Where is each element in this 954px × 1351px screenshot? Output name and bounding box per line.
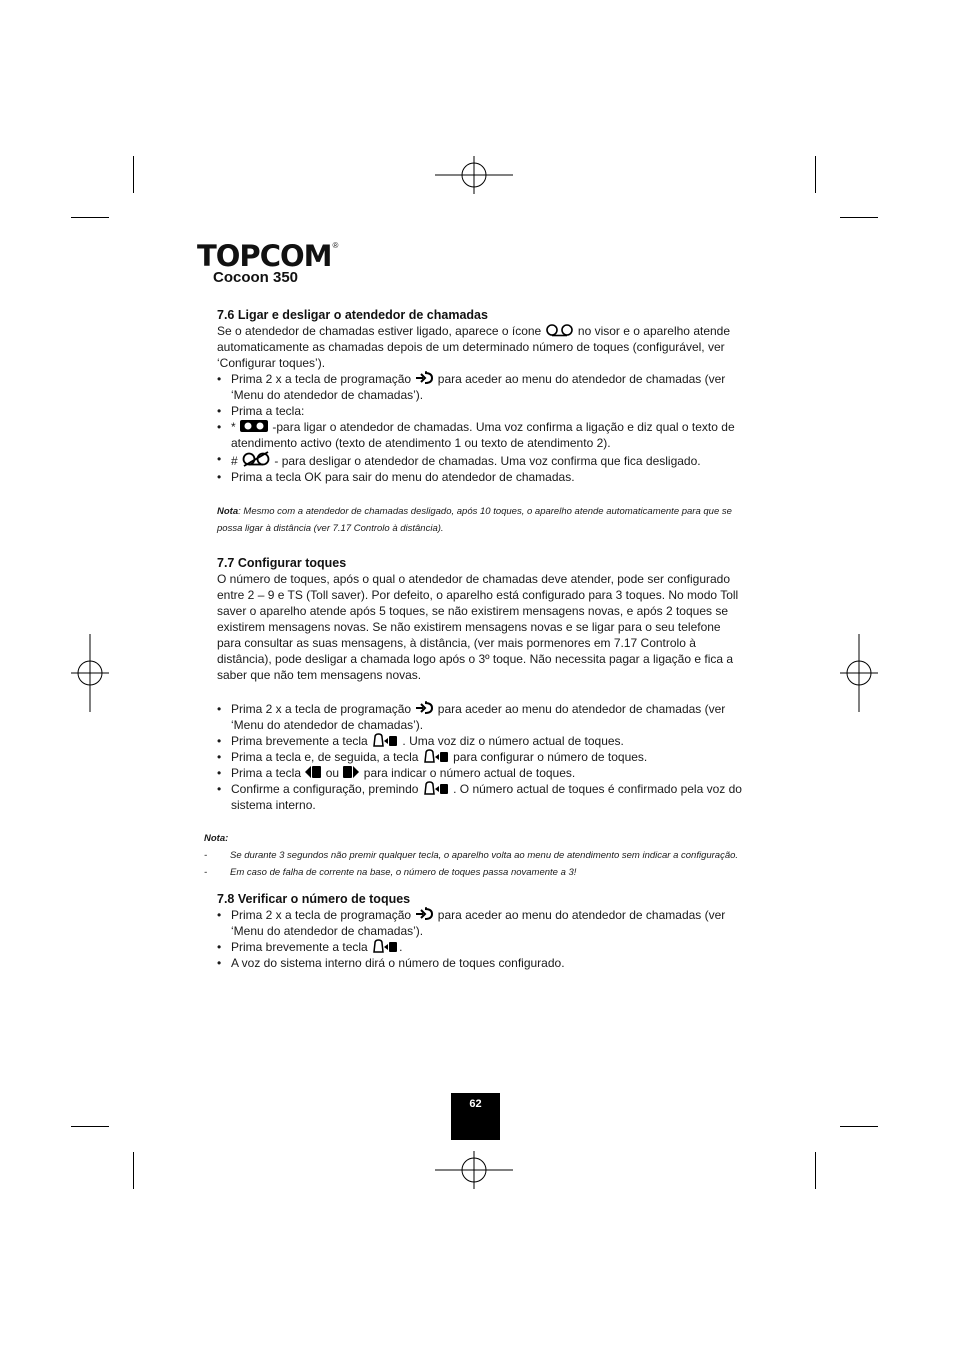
brand-logo <box>197 241 338 271</box>
bell-arrow-icon <box>422 749 450 763</box>
list-item <box>217 765 747 781</box>
crop-mark <box>815 156 816 193</box>
registration-mark-icon <box>71 634 109 712</box>
bell-arrow-icon <box>371 733 399 747</box>
crop-mark <box>815 1152 816 1189</box>
list-item <box>217 939 747 955</box>
text: para aceder ao menu do atendedor de chamadas (ver ‘Menu do atendedor de chamadas’). <box>231 372 726 402</box>
list-item <box>217 403 747 419</box>
note-label: Nota <box>217 506 239 517</box>
text: para configurar o número de toques. <box>453 750 648 764</box>
crop-mark <box>71 217 109 218</box>
list-item: - Em caso de falha de corrente na base, o número de toques passa novamente a 3! <box>204 864 747 881</box>
section-7-7-list <box>217 701 747 813</box>
list-item: - Se durante 3 segundos não premir qualquer tecla, o aparelho volta ao menu de atendimento sem indicar a configuração. <box>204 847 747 864</box>
list-item <box>217 451 747 469</box>
text: Prima brevemente a tecla <box>231 734 368 748</box>
text: ou <box>325 766 340 780</box>
list-item <box>217 781 747 813</box>
text: * <box>231 420 236 434</box>
registration-mark-icon <box>435 156 513 194</box>
section-title-7-7: 7.7 Configurar toques <box>217 556 347 570</box>
text: Se o atendedor de chamadas estiver ligado, aparece o ícone <box>217 324 542 338</box>
list-item <box>217 371 747 403</box>
list-item <box>217 749 747 765</box>
right-key-icon <box>342 765 360 779</box>
crop-mark <box>840 217 878 218</box>
model-name: Cocoon 350 <box>213 269 299 286</box>
text: Prima a tecla: <box>231 404 305 418</box>
text: Prima 2 x a tecla de programação <box>231 908 412 922</box>
text: Prima 2 x a tecla de programação <box>231 702 412 716</box>
text: para aceder ao menu do atendedor de chamadas (ver ‘Menu do atendedor de chamadas’). <box>231 908 726 938</box>
nota-label: Nota: <box>204 833 229 844</box>
section-7-6-list <box>217 371 747 485</box>
text: - para desligar o atendedor de chamadas. Uma voz confirma que fica desligado. <box>274 454 701 468</box>
text: Prima brevemente a tecla <box>231 940 368 954</box>
registration-mark-icon <box>435 1151 513 1189</box>
note-7-6 <box>217 503 747 537</box>
crop-mark <box>133 1152 134 1189</box>
section-title-7-8: 7.8 Verificar o número de toques <box>217 892 411 906</box>
page-content <box>204 307 747 971</box>
section-7-8-list <box>217 907 747 971</box>
bell-arrow-icon <box>371 939 399 953</box>
answering-machine-on-icon <box>239 419 269 433</box>
text: Prima a tecla OK para sair do menu do atendedor de chamadas. <box>231 470 575 484</box>
list-item <box>217 907 747 939</box>
list-item <box>217 701 747 733</box>
crop-mark <box>71 1126 109 1127</box>
list-item <box>217 733 747 749</box>
bell-arrow-icon <box>422 781 450 795</box>
text: . <box>399 940 403 954</box>
registered-mark: ® <box>332 241 339 250</box>
text: para aceder ao menu do atendedor de chamadas (ver ‘Menu do atendedor de chamadas’). <box>231 702 726 732</box>
text: Prima a tecla e, de seguida, a tecla <box>231 750 419 764</box>
program-key-icon <box>414 907 434 921</box>
section-title-7-6: 7.6 Ligar e desligar o atendedor de chamadas <box>217 308 488 322</box>
list-item <box>217 419 747 451</box>
text: . O número actual de toques é confirmado pela voz do sistema interno. <box>231 782 742 812</box>
crop-mark <box>840 1126 878 1127</box>
answering-machine-off-icon <box>241 451 271 467</box>
text: A voz do sistema interno dirá o número de toques configurado. <box>231 956 565 970</box>
text: . Uma voz diz o número actual de toques. <box>402 734 624 748</box>
text: : Mesmo com a atendedor de chamadas desligado, após 10 toques, o aparelho atende automaticamente para que se possa ligar à distância (ver 7.17 Controlo à distância). <box>217 506 732 534</box>
list-item <box>217 955 747 971</box>
nota-list <box>204 847 747 881</box>
text: # <box>231 454 238 468</box>
text: Prima 2 x a tecla de programação <box>231 372 412 386</box>
page-number: 62 <box>451 1093 500 1140</box>
program-key-icon <box>414 701 434 715</box>
crop-mark <box>133 156 134 193</box>
left-key-icon <box>304 765 322 779</box>
program-key-icon <box>414 371 434 385</box>
answering-machine-icon <box>545 324 575 337</box>
section-7-7-paragraph: O número de toques, após o qual o atendedor de chamadas deve atender, pode ser configurado entre 2 – 9 e TS (Toll saver). Por defeito, o aparelho está configurado para 3 toques. No modo Toll saver o aparelho atende após 5 toques, se não existirem mensagens novas, e após 2 toques se existirem mensagens novas. Se não existirem mensagens novas e se ligar para o seu telefone para consultar as suas mensagens, à distância, (ver mais pormenores em 7.17 Controlo à distância), pode desligar a chamada logo após o 3º toque. Não necessita pagar a ligação e fica a saber que não tem mensagens novas. <box>217 572 739 682</box>
text: para indicar o número actual de toques. <box>363 766 576 780</box>
text: no visor e o aparelho atende automaticamente as chamadas depois de um determinado número de toques (configurável, ver ‘Configurar toques’). <box>217 324 731 370</box>
text: Prima a tecla <box>231 766 302 780</box>
registration-mark-icon <box>840 634 878 712</box>
section-7-6-intro <box>217 323 747 371</box>
text: Confirme a configuração, premindo <box>231 782 419 796</box>
list-item <box>217 469 747 485</box>
text: -para ligar o atendedor de chamadas. Uma voz confirma a ligação e diz qual o texto de atendimento activo (texto de atendimento 1 ou texto de atendimento 2). <box>231 420 735 450</box>
brand-name: TOPCOM <box>197 239 332 273</box>
